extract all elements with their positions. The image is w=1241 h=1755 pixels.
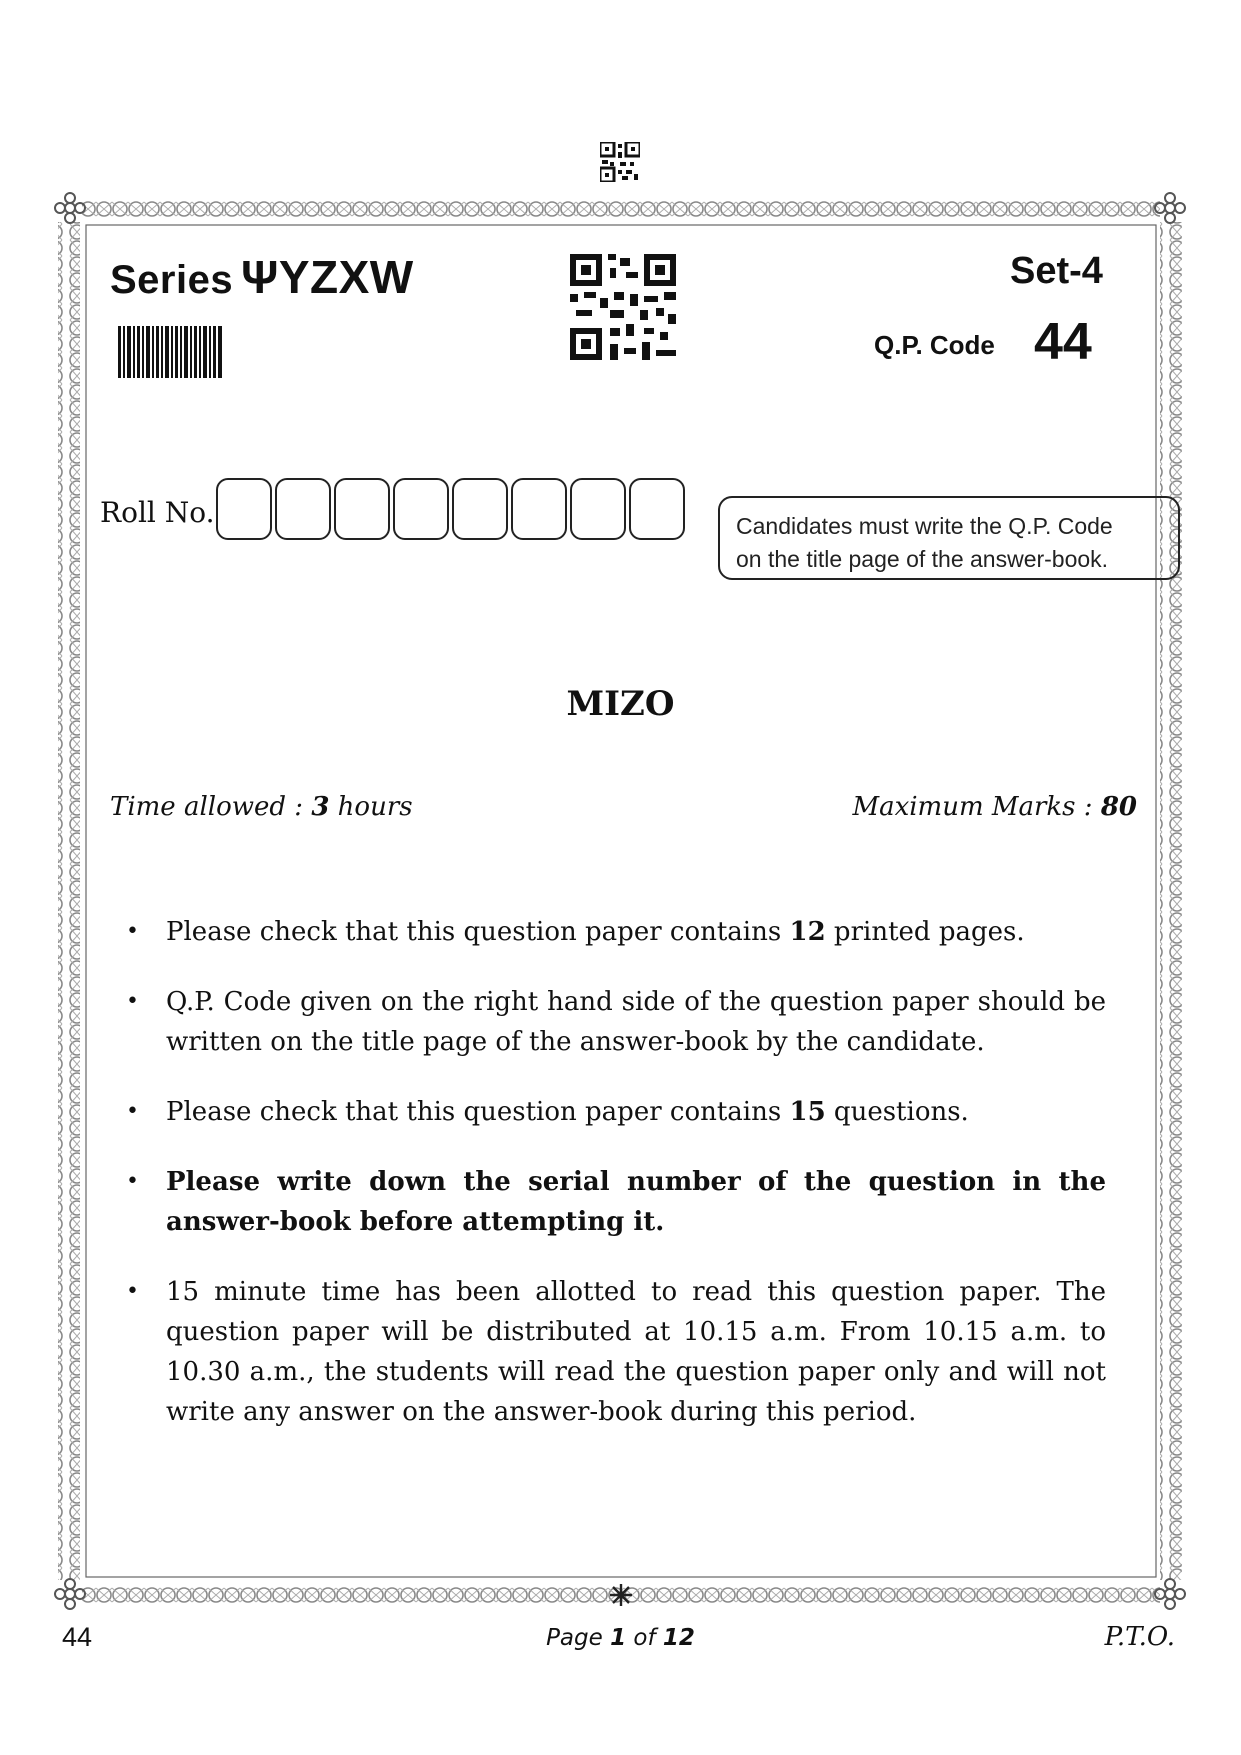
- qp-code-value: 44: [1034, 313, 1092, 371]
- qr-code-icon: [570, 254, 676, 360]
- series-code: ΨYZXW: [241, 251, 414, 303]
- page-total: 12: [662, 1625, 695, 1651]
- flower-corner-icon: [1152, 1576, 1188, 1612]
- instruction-text: [166, 987, 1106, 1057]
- flower-corner-icon: [52, 190, 88, 226]
- instruction-item: [126, 982, 1106, 1062]
- footer-qp-code: 44: [62, 1622, 93, 1652]
- flower-corner-icon: [1152, 190, 1188, 226]
- roll-number-label: Roll No.: [100, 496, 215, 529]
- instruction-part: Please write down the serial number of the question in the answer-book before attempting it.: [166, 1167, 1106, 1237]
- series-label: [110, 250, 414, 304]
- roll-number-box[interactable]: [511, 478, 567, 540]
- page-number: [0, 1625, 1241, 1651]
- series-text: Series: [110, 258, 234, 302]
- roll-number-box[interactable]: [275, 478, 331, 540]
- maximum-marks: [852, 792, 1137, 822]
- instruction-item: [126, 1092, 1106, 1132]
- page-of: of: [626, 1625, 663, 1651]
- roll-number-box[interactable]: [393, 478, 449, 540]
- instruction-part: 15 minute time has been allotted to read this question paper. The question paper will be distributed at 10.15 a.m. From 10.15 a.m. to 10.30 a.m., the students will read the question paper only and will not write any answer on the answer-book during this period.: [166, 1277, 1106, 1427]
- flower-corner-icon: [52, 1576, 88, 1612]
- instruction-item: [126, 912, 1106, 952]
- instruction-part: Please check that this question paper contains: [166, 917, 790, 947]
- instruction-item: [126, 1272, 1106, 1432]
- bullet-icon: •: [126, 989, 139, 1014]
- time-label: Time allowed :: [110, 792, 312, 822]
- set-number: Set-4: [1010, 250, 1103, 292]
- notice-line-2: on the title page of the answer-book.: [736, 546, 1109, 572]
- time-allowed: [110, 792, 413, 822]
- roll-number-box[interactable]: [452, 478, 508, 540]
- page-prefix: Page: [546, 1625, 611, 1651]
- marks-label: Maximum Marks :: [852, 792, 1101, 822]
- star-ornament-icon: [608, 1582, 634, 1608]
- barcode-icon: [118, 326, 222, 378]
- instruction-part: 12: [789, 917, 826, 947]
- instruction-part: Please check that this question paper contains: [166, 1097, 790, 1127]
- instruction-part: questions.: [825, 1097, 969, 1127]
- roll-number-box[interactable]: [334, 478, 390, 540]
- pto-label: P.T.O.: [1104, 1622, 1175, 1652]
- instruction-part: 15: [789, 1097, 826, 1127]
- instruction-text: [166, 1277, 1106, 1427]
- instruction-item: [126, 1162, 1106, 1242]
- time-unit: hours: [329, 792, 413, 822]
- marks-value: 80: [1100, 792, 1137, 822]
- roll-number-box[interactable]: [629, 478, 685, 540]
- time-value: 3: [311, 792, 330, 822]
- qp-code-label: Q.P. Code: [874, 330, 995, 360]
- instruction-part: printed pages.: [825, 917, 1025, 947]
- bullet-icon: •: [126, 919, 139, 944]
- bullet-icon: •: [126, 1099, 139, 1124]
- page-current: 1: [610, 1625, 627, 1651]
- instruction-text: [166, 1167, 1106, 1237]
- instruction-text: [166, 917, 1025, 947]
- instruction-text: [166, 1097, 969, 1127]
- roll-number-box[interactable]: [570, 478, 626, 540]
- roll-number-boxes[interactable]: [216, 478, 688, 540]
- roll-number-box[interactable]: [216, 478, 272, 540]
- bullet-icon: •: [126, 1279, 139, 1304]
- notice-line-1: Candidates must write the Q.P. Code: [736, 513, 1113, 539]
- qp-code-notice: [718, 496, 1180, 580]
- bullet-icon: •: [126, 1169, 139, 1194]
- instruction-part: Q.P. Code given on the right hand side of the question paper should be written on the title page of the answer-book by the candidate.: [166, 987, 1106, 1057]
- subject-title: MIZO: [566, 684, 675, 724]
- instructions-list: [126, 912, 1106, 1462]
